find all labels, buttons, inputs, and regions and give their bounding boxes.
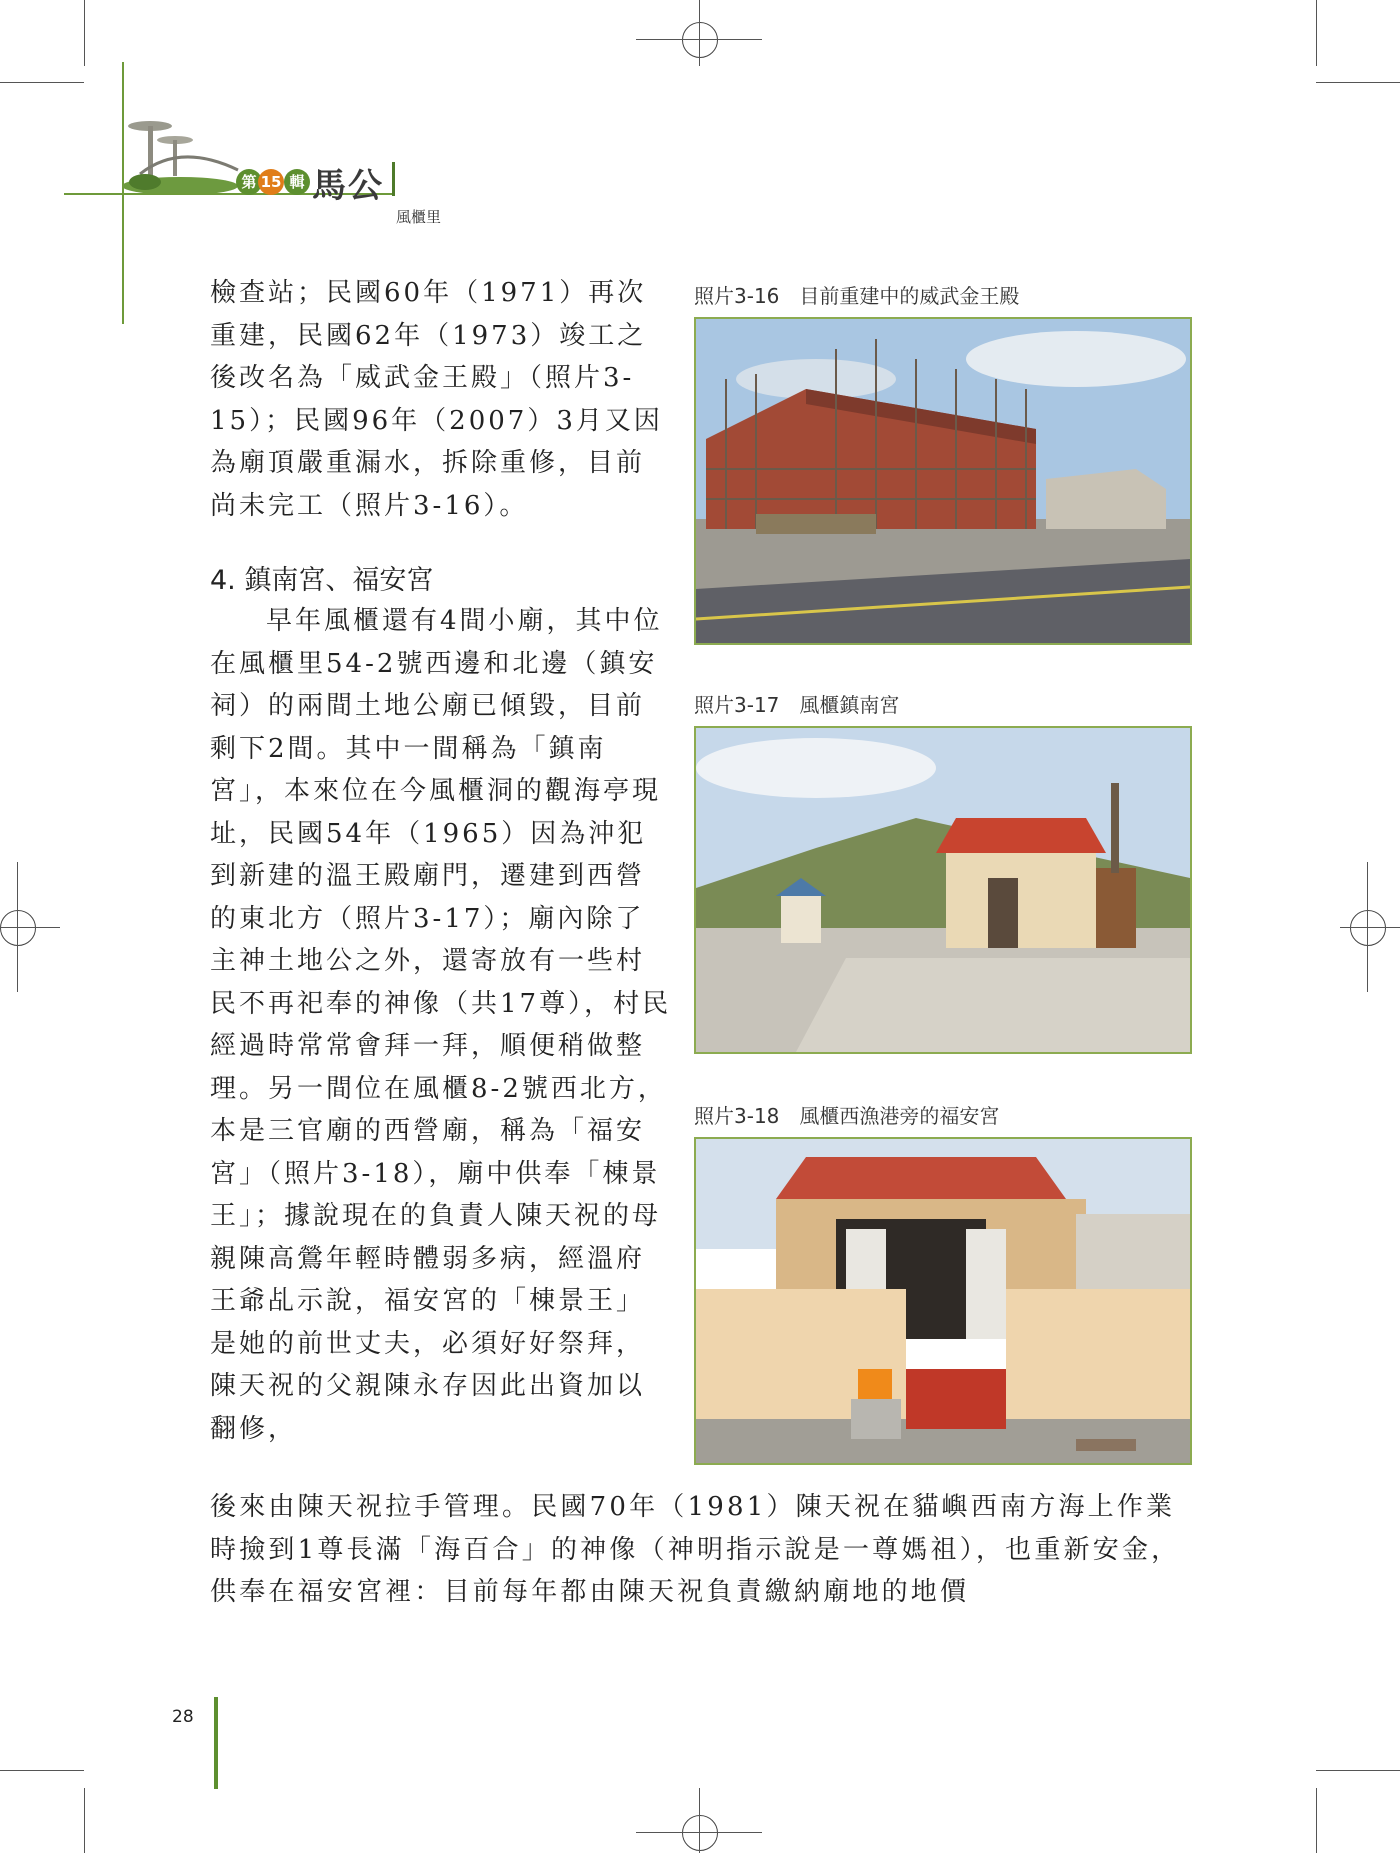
photo-temple-under-construction: [694, 317, 1192, 645]
photo-fuan-temple: [694, 1137, 1192, 1465]
chapter-subtitle: 風櫃里: [396, 208, 442, 226]
title-divider: [392, 162, 395, 196]
photo-zhennan-temple: [694, 726, 1192, 1054]
volume-badge-suffix: 輯: [284, 169, 310, 195]
volume-badge-prefix: 第: [236, 169, 262, 195]
photo-caption-3: 照片3-18 風櫃西漁港旁的福安宮: [694, 1104, 1000, 1128]
pavilion-illustration: [120, 112, 240, 196]
paragraph-2: 早年風櫃還有4間小廟，其中位在風櫃里54-2號西邊和北邊（鎮安祠）的兩間土地公廟已傾毀，目前剩下2間。其中一間稱為「鎮南宮」，本來位在今風櫃洞的觀海亭現址，民國54年（1965）因為沖犯到新建的溫王殿廟門，遷建到西營的東北方（照片3-17）；廟內除了主神土地公之外，還寄放有一些村民不再祀奉的神像（共17尊），村民經過時常常會拜一拜，順便稍做整理。另一間位在風櫃8-2號西北方，本是三官廟的西營廟，稱為「福安宮」（照片3-18），廟中供奉「棟景王」；據說現在的負責人陳天祝的母親陳高鶯年輕時體弱多病，經溫府王爺乩示說，福安宮的「棟景王」是她的前世丈夫，必須好好祭拜，陳天祝的父親陳永存因此出資加以翻修，: [210, 606, 672, 1444]
book-title: 馬公: [312, 166, 384, 206]
footer-accent-bar: [214, 1697, 218, 1789]
section-heading: 4. 鎮南宮、福安宮: [210, 565, 434, 596]
volume-badge-number: 15: [258, 169, 284, 195]
photo-caption-1: 照片3-16 目前重建中的威武金王殿: [694, 284, 1020, 308]
paragraph-3: 後來由陳天祝拉手管理。民國70年（1981）陳天祝在貓嶼西南方海上作業時撿到1尊長滿「海百合」的神像（神明指示說是一尊媽祖），也重新安金，供奉在福安宮裡：目前每年都由陳天祝負責繳納廟地的地價: [210, 1492, 1181, 1607]
photo-caption-2: 照片3-17 風櫃鎮南宮: [694, 693, 900, 717]
page-number: 28: [172, 1707, 194, 1727]
paragraph-1: 檢查站；民國60年（1971）再次重建，民國62年（1973）竣工之後改名為「威武金王殿」（照片3-15）；民國96年（2007）3月又因為廟頂嚴重漏水，拆除重修，目前尚未完工（照片3-16）。: [210, 278, 663, 521]
